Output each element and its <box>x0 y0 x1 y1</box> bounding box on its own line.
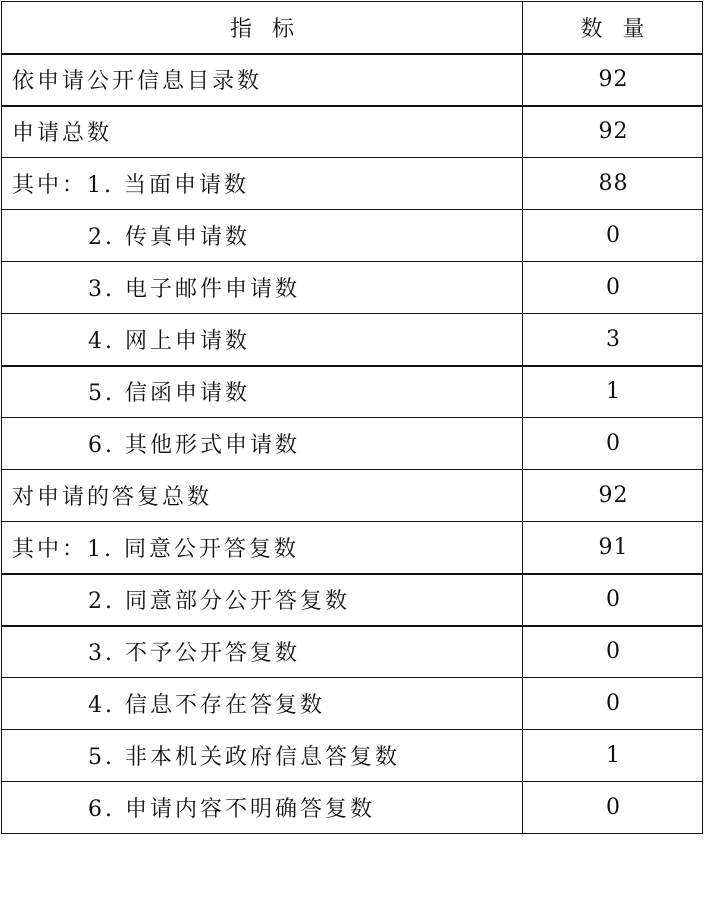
table-row <box>2 522 703 574</box>
table-row <box>2 54 703 106</box>
row-label: 4. 网上申请数 <box>2 314 523 366</box>
table-header-row <box>2 2 703 54</box>
header-indicator: 指标 <box>2 2 523 54</box>
row-label: 其中：1. 同意公开答复数 <box>2 522 523 574</box>
row-label: 5. 信函申请数 <box>2 366 523 418</box>
row-value: 92 <box>523 54 703 106</box>
table-row <box>2 262 703 314</box>
table-row <box>2 418 703 470</box>
row-value: 92 <box>523 470 703 522</box>
table-row <box>2 470 703 522</box>
row-value: 0 <box>523 574 703 626</box>
table-row <box>2 782 703 834</box>
table-row <box>2 574 703 626</box>
table-row <box>2 678 703 730</box>
table-row <box>2 210 703 262</box>
row-value: 0 <box>523 782 703 834</box>
row-label: 6. 申请内容不明确答复数 <box>2 782 523 834</box>
table-row <box>2 314 703 366</box>
row-value: 1 <box>523 366 703 418</box>
row-value: 0 <box>523 262 703 314</box>
row-label: 3. 电子邮件申请数 <box>2 262 523 314</box>
table-row <box>2 730 703 782</box>
statistics-table <box>1 1 703 834</box>
row-value: 88 <box>523 158 703 210</box>
page-blank-margin <box>0 858 714 903</box>
table-row <box>2 366 703 418</box>
row-value: 0 <box>523 210 703 262</box>
row-label: 其中：1. 当面申请数 <box>2 158 523 210</box>
row-label: 申请总数 <box>2 106 523 158</box>
table-row <box>2 158 703 210</box>
row-label: 依申请公开信息目录数 <box>2 54 523 106</box>
row-label: 6. 其他形式申请数 <box>2 418 523 470</box>
header-quantity: 数量 <box>523 2 703 54</box>
row-value: 0 <box>523 418 703 470</box>
row-value: 91 <box>523 522 703 574</box>
row-label: 2. 传真申请数 <box>2 210 523 262</box>
row-label: 对申请的答复总数 <box>2 470 523 522</box>
row-value: 92 <box>523 106 703 158</box>
table-row <box>2 626 703 678</box>
row-label: 4. 信息不存在答复数 <box>2 678 523 730</box>
row-value: 3 <box>523 314 703 366</box>
row-label: 3. 不予公开答复数 <box>2 626 523 678</box>
table-row <box>2 106 703 158</box>
row-value: 1 <box>523 730 703 782</box>
row-value: 0 <box>523 626 703 678</box>
row-value: 0 <box>523 678 703 730</box>
row-label: 2. 同意部分公开答复数 <box>2 574 523 626</box>
row-label: 5. 非本机关政府信息答复数 <box>2 730 523 782</box>
